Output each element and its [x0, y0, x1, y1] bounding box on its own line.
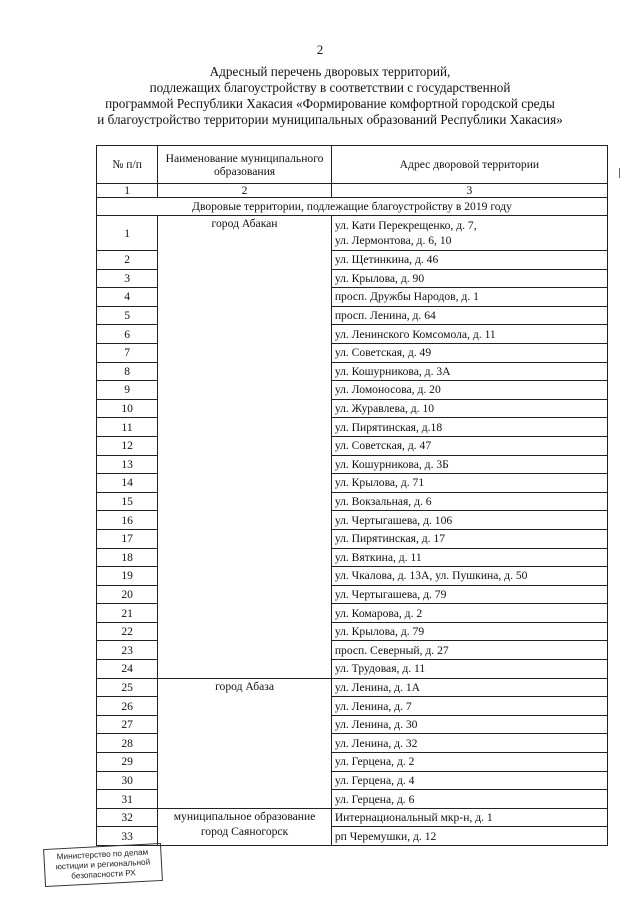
row-address: ул. Журавлева, д. 10 [331, 399, 607, 418]
column-number-2: 2 [158, 184, 332, 198]
row-number: 27 [97, 715, 158, 734]
row-address: ул. Ленина, д. 7 [331, 697, 607, 716]
row-address: ул. Комарова, д. 2 [331, 604, 607, 623]
row-address: Интернациональный мкр-н, д. 1 [331, 808, 607, 827]
document-title [60, 64, 600, 128]
ministry-stamp [43, 843, 163, 887]
row-number: 18 [97, 548, 158, 567]
title-line: Адресный перечень дворовых территорий, [209, 64, 451, 79]
row-number: 30 [97, 771, 158, 790]
row-address: ул. Герцена, д. 4 [331, 771, 607, 790]
table-row [97, 216, 608, 251]
table-row [97, 808, 608, 827]
row-number: 19 [97, 567, 158, 586]
row-address: ул. Чертыгашева, д. 79 [331, 585, 607, 604]
row-number: 17 [97, 529, 158, 548]
row-number: 9 [97, 381, 158, 400]
row-address: ул. Чертыгашева, д. 106 [331, 511, 607, 530]
row-number: 25 [97, 678, 158, 697]
row-address: ул. Вокзальная, д. 6 [331, 492, 607, 511]
row-address: ул. Ленина, д. 32 [331, 734, 607, 753]
row-address: ул. Советская, д. 47 [331, 436, 607, 455]
row-number: 11 [97, 418, 158, 437]
row-number: 29 [97, 753, 158, 772]
row-number: 10 [97, 399, 158, 418]
row-address: ул. Герцена, д. 2 [331, 753, 607, 772]
row-number: 16 [97, 511, 158, 530]
title-line: подлежащих благоустройству в соответствии с государственной [149, 80, 511, 95]
row-number: 24 [97, 660, 158, 679]
row-address: ул. Кошурникова, д. 3Б [331, 455, 607, 474]
address-table [96, 145, 608, 846]
header-number: № п/п [97, 146, 158, 184]
row-address: ул. Крылова, д. 79 [331, 622, 607, 641]
row-number: 33 [97, 827, 158, 846]
row-address: просп. Дружбы Народов, д. 1 [331, 288, 607, 307]
row-number: 14 [97, 474, 158, 493]
row-number: 13 [97, 455, 158, 474]
margin-mark [619, 168, 620, 178]
row-address: рп Черемушки, д. 12 [331, 827, 607, 846]
row-address: ул. Пирятинская, д.18 [331, 418, 607, 437]
stamp-line: юстиции и региональной [55, 857, 151, 872]
row-number: 32 [97, 808, 158, 827]
row-number: 15 [97, 492, 158, 511]
stamp-line: Министерство по делам [56, 847, 149, 862]
row-number: 28 [97, 734, 158, 753]
row-number: 4 [97, 288, 158, 307]
column-number-3: 3 [331, 184, 607, 198]
section-title: Дворовые территории, подлежащие благоустройству в 2019 году [97, 198, 608, 216]
row-address: просп. Северный, д. 27 [331, 641, 607, 660]
municipality-name: город Абакан [158, 216, 332, 679]
row-address: ул. Ломоносова, д. 20 [331, 381, 607, 400]
row-number: 12 [97, 436, 158, 455]
row-number: 7 [97, 343, 158, 362]
page-number: 2 [316, 42, 324, 57]
row-number: 22 [97, 622, 158, 641]
row-address: ул. Ленинского Комсомола, д. 11 [331, 325, 607, 344]
header-address: Адрес дворовой территории [331, 146, 607, 184]
row-number: 5 [97, 306, 158, 325]
row-number: 6 [97, 325, 158, 344]
row-number: 21 [97, 604, 158, 623]
title-line: и благоустройство территории муниципальных образований Республики Хакасия» [97, 112, 563, 127]
row-address: просп. Ленина, д. 64 [331, 306, 607, 325]
row-address: ул. Ленина, д. 1А [331, 678, 607, 697]
stamp-line: безопасности РХ [71, 868, 136, 881]
row-number: 8 [97, 362, 158, 381]
row-address: ул. Советская, д. 49 [331, 343, 607, 362]
header-municipality: Наименование муниципального образования [158, 146, 332, 184]
row-address: ул. Щетинкина, д. 46 [331, 251, 607, 270]
table-body [97, 184, 608, 846]
row-address: ул. Крылова, д. 90 [331, 269, 607, 288]
row-address: ул. Кошурникова, д. 3А [331, 362, 607, 381]
row-address: ул. Герцена, д. 6 [331, 790, 607, 809]
row-number: 1 [97, 216, 158, 251]
row-address: ул. Чкалова, д. 13А, ул. Пушкина, д. 50 [331, 567, 607, 586]
municipality-name: город Абаза [158, 678, 332, 808]
row-number: 31 [97, 790, 158, 809]
row-number: 3 [97, 269, 158, 288]
row-address: ул. Крылова, д. 71 [331, 474, 607, 493]
title-line: программой Республики Хакасия «Формирование комфортной городской среды [105, 96, 555, 111]
row-address: ул. Кати Перекрещенко, д. 7, ул. Лермонтова, д. 6, 10 [331, 216, 607, 251]
row-number: 26 [97, 697, 158, 716]
column-number-1: 1 [97, 184, 158, 198]
row-address: ул. Пирятинская, д. 17 [331, 529, 607, 548]
row-number: 2 [97, 251, 158, 270]
row-address: ул. Вяткина, д. 11 [331, 548, 607, 567]
row-address: ул. Трудовая, д. 11 [331, 660, 607, 679]
row-number: 23 [97, 641, 158, 660]
table-row [97, 678, 608, 697]
row-address: ул. Ленина, д. 30 [331, 715, 607, 734]
municipality-name: муниципальное образование город Саяногорск [158, 808, 332, 845]
row-number: 20 [97, 585, 158, 604]
